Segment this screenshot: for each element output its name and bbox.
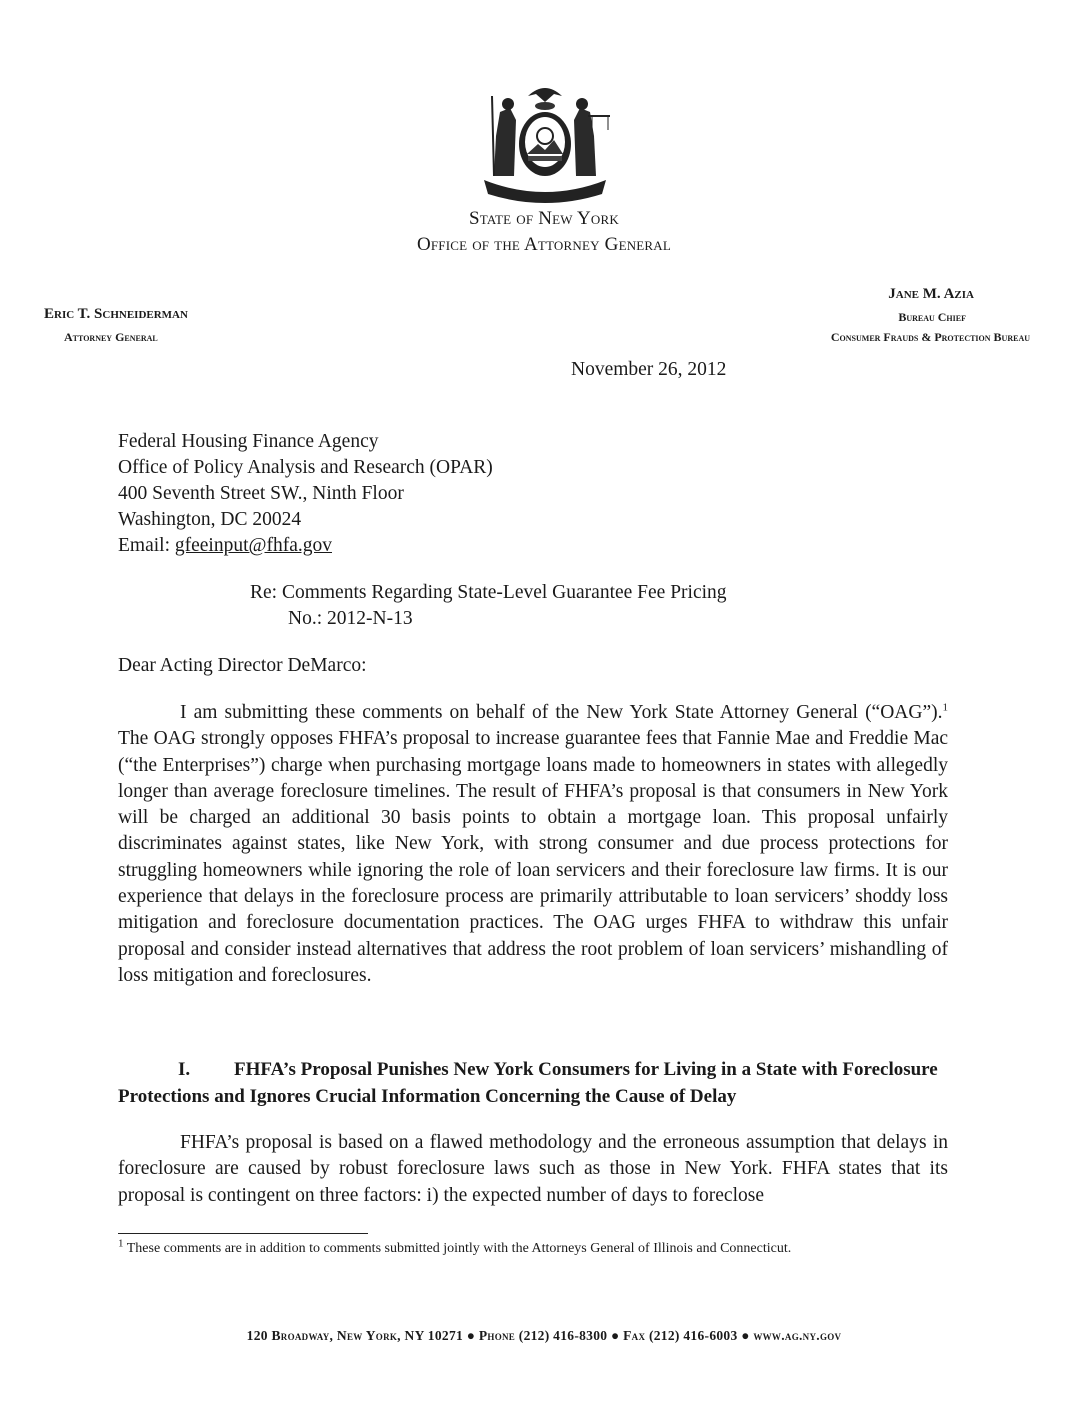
footnote-mark: 1 xyxy=(118,1237,124,1250)
letterhead-office: Office of the Attorney General xyxy=(416,234,672,255)
recipient-line-1: Federal Housing Finance Agency xyxy=(118,431,379,452)
re-line-2: No.: 2012-N-13 xyxy=(288,608,413,629)
section-1-number: I. xyxy=(178,1059,191,1080)
footer-address: 120 Broadway, New York, NY 10271 ● Phone (212) 416-8300 ● Fax (212) 416-6003 ● www.ag.ny.gov xyxy=(246,1328,842,1343)
footnote-divider xyxy=(118,1233,368,1234)
paragraph-1-a: I am submitting these comments on behalf of the New York State Attorney General (“OAG”). xyxy=(180,702,943,723)
paragraph-2-text: FHFA’s proposal is based on a flawed methodology and the erroneous assumption that delays in foreclosure are caused by robust foreclosure laws such as those in New York. FHFA states that its proposal is contingent on three factors: i) the expected number of days to foreclose xyxy=(118,1132,948,1206)
sender-right-bureau: Consumer Frauds & Protection Bureau xyxy=(830,330,1030,344)
sender-left-name: Eric T. Schneiderman xyxy=(44,306,188,322)
recipient-line-2: Office of Policy Analysis and Research (OPAR) xyxy=(118,457,493,478)
re-line-1: Re: Comments Regarding State-Level Guarantee Fee Pricing xyxy=(250,582,727,603)
sender-left-title: Attorney General xyxy=(64,330,158,344)
paragraph-1-b: The OAG strongly opposes FHFA’s proposal to increase guarantee fees that Fannie Mae and Freddie Mac (“the Enterprises”) charge when purchasing mortgage loans made to homeowners in states with allegedly longer than average foreclosure timelines. The result of FHFA’s proposal is that consumers in New York will be charged an additional 30 basis points to obtain a mortgage loan. This proposal unfairly discriminates against states, like New York, with strong consumer and due process protections for struggling homeowners while ignoring the role of loan servicers and their foreclosure law firms. It is our experience that delays in the foreclosure process are primarily attributable to loan servicers’ shoddy loss mitigation and foreclosure documentation practices. The OAG urges FHFA to withdraw this unfair proposal and consider instead alternatives that address the root problem of loan servicers’ mishandling of loss mitigation and foreclosures. xyxy=(118,728,948,986)
salutation: Dear Acting Director DeMarco: xyxy=(118,655,367,676)
letterhead-state: State of New York xyxy=(469,208,619,229)
recipient-email-line xyxy=(118,533,332,559)
footnote xyxy=(118,1237,898,1258)
letter-date: November 26, 2012 xyxy=(571,359,727,380)
recipient-line-4: Washington, DC 20024 xyxy=(118,509,302,530)
section-1-heading xyxy=(118,1056,948,1110)
sender-right-name: Jane M. Azia xyxy=(888,286,974,302)
sender-right-title: Bureau Chief xyxy=(898,310,966,324)
paragraph-1 xyxy=(118,700,948,989)
footnote-text: These comments are in addition to comments submitted jointly with the Attorneys General of Illinois and Connecticut. xyxy=(123,1241,792,1256)
email-link[interactable]: gfeeinput@fhfa.gov xyxy=(174,535,332,556)
section-1-title: FHFA’s Proposal Punishes New York Consumers for Living in a State with Foreclosure Protections and Ignores Crucial Information Concerning the Cause of Delay xyxy=(118,1059,938,1107)
footnote-ref: 1 xyxy=(942,701,948,714)
recipient-line-3: 400 Seventh Street SW., Ninth Floor xyxy=(118,483,404,504)
email-label: Email: xyxy=(118,535,175,556)
state-seal-logo xyxy=(470,76,620,208)
paragraph-2 xyxy=(118,1130,948,1209)
